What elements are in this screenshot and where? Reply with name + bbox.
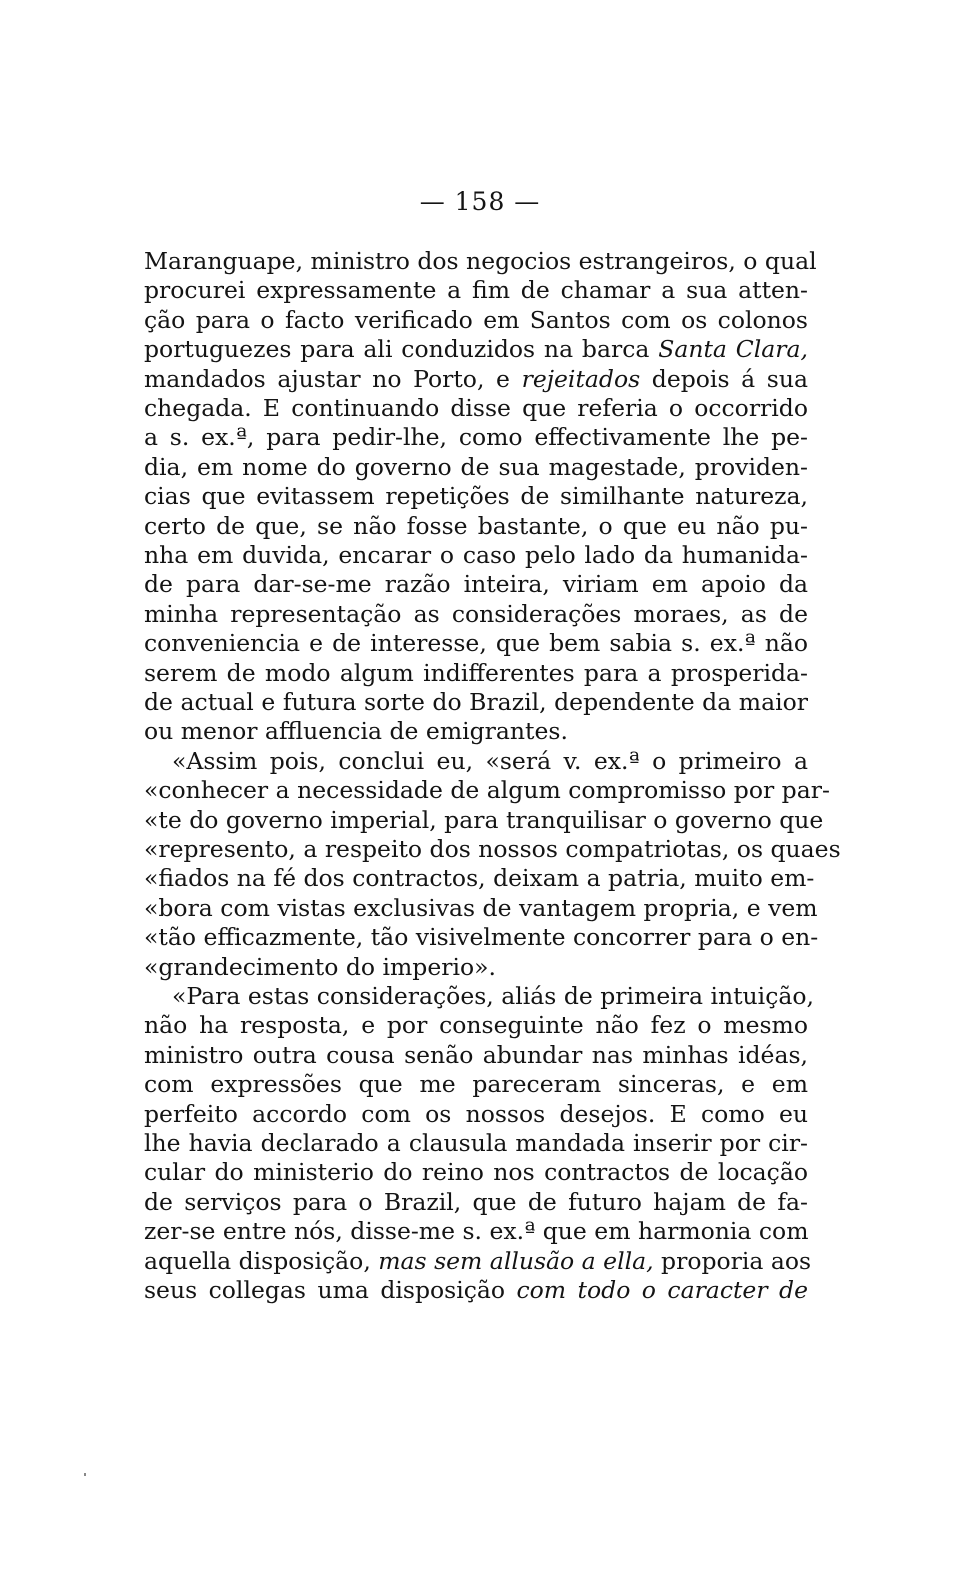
text-segment: seus collegas uma disposição: [144, 1276, 517, 1304]
text-segment: dia, em nome do governo de sua magestade, providen-: [144, 452, 808, 481]
text-segment: perfeito accordo com os nossos desejos. E como eu: [144, 1099, 808, 1128]
italic-text-segment: mas sem allusão a ella,: [378, 1246, 654, 1275]
text-segment: depois á sua: [640, 364, 808, 393]
text-segment: mandados ajustar no Porto, e: [144, 364, 522, 393]
text-line: [144, 1128, 808, 1158]
text-segment: de actual e futura sorte do Brazil, dependente da maior: [144, 688, 808, 716]
text-line: [144, 834, 841, 864]
text-segment: aquella disposição,: [144, 1246, 379, 1275]
text-segment: portuguezes para ali conduzidos na barca: [144, 335, 659, 364]
text-line: [144, 687, 808, 717]
text-segment: «Para estas considerações, aliás de primeira intuição,: [172, 982, 814, 1010]
text-segment: «tão efficazmente, tão visivelmente concorrer para o en-: [144, 923, 819, 952]
text-line: [144, 1099, 808, 1129]
text-segment: chegada. E continuando disse que referia o occorrido: [144, 394, 808, 422]
text-line: [144, 481, 808, 511]
text-segment: de para dar-se-me razão inteira, viriam em apoio da: [144, 570, 808, 599]
text-segment: conveniencia e de interesse, que bem sabia s. ex.ª não: [144, 629, 808, 658]
text-segment: cias que evitassem repetições de similhante natureza,: [144, 482, 808, 511]
text-segment: «grandecimento do imperio».: [144, 952, 496, 981]
text-segment: Maranguape, ministro dos negocios estrangeiros, o qual: [144, 247, 817, 275]
text-line: [144, 305, 808, 335]
text-line: [172, 981, 814, 1011]
text-segment: «represento, a respeito dos nossos compatriotas, os quaes: [144, 835, 841, 863]
page-number: — 158 —: [419, 187, 541, 216]
text-line: [144, 952, 808, 982]
text-line: [144, 569, 808, 599]
text-line: [144, 599, 808, 629]
text-segment: certo de que, se não fosse bastante, o que eu não pu-: [144, 511, 808, 540]
text-segment: «bora com vistas exclusivas de vantagem propria, e vem: [144, 893, 818, 922]
text-line: [144, 1010, 808, 1040]
text-line: [144, 1040, 808, 1070]
text-segment: lhe havia declarado a clausula mandada inserir por cir-: [144, 1129, 808, 1157]
text-line: [144, 511, 808, 541]
text-line: [144, 540, 808, 570]
text-segment: proporia aos: [653, 1246, 812, 1275]
text-line: [144, 658, 808, 688]
text-line: [144, 422, 808, 452]
text-segment: a s. ex.ª, para pedir-lhe, como effectivamente lhe pe-: [144, 423, 808, 452]
text-segment: serem de modo algum indifferentes para a prosperida-: [144, 658, 808, 687]
text-segment: «conhecer a necessidade de algum compromisso por par-: [144, 776, 830, 805]
text-line: [144, 1275, 808, 1305]
text-line: [144, 1157, 808, 1187]
text-segment: «Assim pois, conclui eu, «será v. ex.ª o primeiro a: [172, 746, 808, 775]
text-line: [144, 334, 808, 364]
italic-text-segment: Santa Clara,: [658, 335, 808, 364]
text-line: [144, 246, 817, 276]
text-segment: com expressões que me pareceram sinceras, e em: [144, 1070, 808, 1099]
text-line: [144, 275, 808, 305]
text-line: [144, 893, 818, 923]
text-line: [144, 393, 808, 423]
text-line: [144, 1187, 808, 1217]
text-line: [144, 452, 808, 482]
text-segment: não ha resposta, e por conseguinte não fez o mesmo: [144, 1011, 808, 1040]
italic-text-segment: com todo o caracter de: [516, 1276, 808, 1304]
text-line: [144, 1069, 808, 1099]
text-line: [144, 922, 819, 952]
text-segment: cular do ministerio do reino nos contractos de locação: [144, 1158, 808, 1187]
text-segment: zer-se entre nós, disse-me s. ex.ª que em harmonia com: [144, 1217, 809, 1246]
text-segment: procurei expressamente a fim de chamar a sua atten-: [144, 276, 808, 305]
text-line: [144, 863, 815, 893]
text-segment: nha em duvida, encarar o caso pelo lado da humanida-: [144, 541, 808, 569]
text-line: [144, 775, 830, 805]
text-line: [144, 364, 808, 394]
scan-speck: [84, 1473, 86, 1476]
text-line: [144, 805, 824, 835]
text-segment: ministro outra cousa senão abundar nas minhas idéas,: [144, 1040, 808, 1069]
text-segment: minha representação as considerações moraes, as de: [144, 599, 808, 628]
text-line: [144, 1216, 808, 1246]
text-line: [144, 1246, 812, 1276]
text-line: [144, 716, 808, 746]
italic-text-segment: rejeitados: [521, 364, 641, 393]
text-line: [144, 628, 808, 658]
text-segment: ou menor affluencia de emigrantes.: [144, 717, 568, 746]
text-segment: «fiados na fé dos contractos, deixam a patria, muito em-: [144, 864, 815, 893]
text-segment: ção para o facto verificado em Santos com os colonos: [144, 305, 808, 334]
text-segment: de serviços para o Brazil, que de futuro hajam de fa-: [144, 1187, 808, 1216]
text-line: [172, 746, 808, 776]
text-segment: «te do governo imperial, para tranquilisar o governo que: [144, 805, 824, 834]
